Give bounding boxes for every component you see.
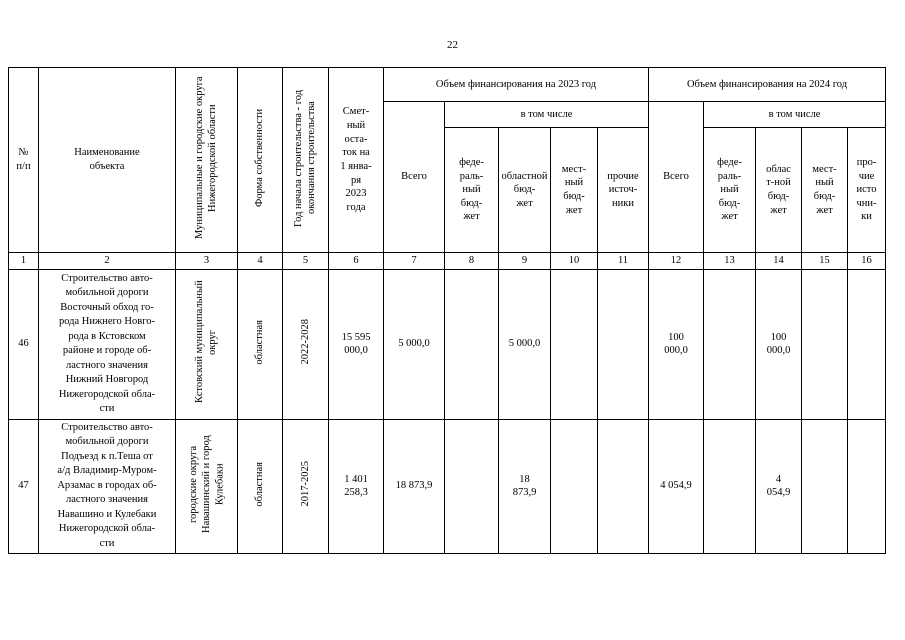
column-number-row [9, 253, 886, 270]
other-2024 [848, 269, 886, 419]
ownership-cell [238, 269, 283, 419]
municipality: Кстовский муниципальный округ [194, 280, 219, 404]
header-number: № п/п [9, 68, 39, 253]
years-cell [283, 269, 329, 419]
municipality-cell [176, 269, 238, 419]
header-including-2024: в том числе [704, 102, 886, 128]
regional-2023: 5 000,0 [499, 269, 551, 419]
object-name: Строительство авто- мобильной дороги Подъезд к п.Теша от а/д Владимир-Муром- Арзамас в городах об- ластного значения Навашино и Кулебаки Нижегородской обла- сти [39, 419, 176, 553]
federal-2024 [704, 419, 756, 553]
header-ownership-cell [238, 68, 283, 253]
local-2023 [551, 269, 598, 419]
table-row [9, 419, 886, 553]
federal-2023 [445, 269, 499, 419]
table-row [9, 269, 886, 419]
header-municipality-cell [176, 68, 238, 253]
header-regional-2024: облас т-ной бюд- жет [756, 128, 802, 253]
estimate-balance: 1 401 258,3 [329, 419, 384, 553]
column-number: 14 [756, 253, 802, 270]
total-2024: 4 054,9 [649, 419, 704, 553]
local-2023 [551, 419, 598, 553]
local-2024 [802, 419, 848, 553]
ownership: областная [254, 319, 266, 365]
construction-years: 2017-2025 [299, 461, 311, 507]
header-federal-2023: феде- раль- ный бюд- жет [445, 128, 499, 253]
regional-2024: 100 000,0 [756, 269, 802, 419]
header-federal-2024: феде- раль- ный бюд- жет [704, 128, 756, 253]
page-number: 22 [447, 39, 458, 51]
column-number: 7 [384, 253, 445, 270]
other-2024 [848, 419, 886, 553]
federal-2023 [445, 419, 499, 553]
financing-table [8, 67, 886, 554]
column-number: 1 [9, 253, 39, 270]
ownership: областная [254, 461, 266, 507]
ownership-cell [238, 419, 283, 553]
federal-2024 [704, 269, 756, 419]
object-name: Строительство авто- мобильной дороги Восточный обход го- рода Нижнего Новго- рода в Кстовском районе и городе об- ластного значения Нижний Новгород Нижегородской обла- сти [39, 269, 176, 419]
header-other-2024: про- чие исто чни- ки [848, 128, 886, 253]
header-total-2024: Всего [649, 102, 704, 253]
header-row-1 [9, 68, 886, 102]
other-2023 [598, 419, 649, 553]
total-2023: 5 000,0 [384, 269, 445, 419]
column-number: 16 [848, 253, 886, 270]
column-number: 15 [802, 253, 848, 270]
row-number: 46 [9, 269, 39, 419]
years-cell [283, 419, 329, 553]
column-number: 8 [445, 253, 499, 270]
regional-2024: 4 054,9 [756, 419, 802, 553]
column-number: 13 [704, 253, 756, 270]
header-years: Год начала строительства - год окончания строительства [293, 89, 318, 227]
header-years-cell [283, 68, 329, 253]
header-ownership: Форма собственности [254, 108, 266, 207]
header-total-2023: Всего [384, 102, 445, 253]
total-2024: 100 000,0 [649, 269, 704, 419]
column-number: 2 [39, 253, 176, 270]
regional-2023: 18 873,9 [499, 419, 551, 553]
local-2024 [802, 269, 848, 419]
column-number: 11 [598, 253, 649, 270]
header-financing-2024: Объем финансирования на 2024 год [649, 68, 886, 102]
header-estimate: Смет- ный оста- ток на 1 янва- ря 2023 года [329, 68, 384, 253]
column-number: 5 [283, 253, 329, 270]
other-2023 [598, 269, 649, 419]
column-number: 10 [551, 253, 598, 270]
column-number: 6 [329, 253, 384, 270]
column-number: 4 [238, 253, 283, 270]
row-number: 47 [9, 419, 39, 553]
header-financing-2023: Объем финансирования на 2023 год [384, 68, 649, 102]
construction-years: 2022-2028 [299, 319, 311, 365]
header-object-name: Наименование объекта [39, 68, 176, 253]
column-number: 3 [176, 253, 238, 270]
estimate-balance: 15 595 000,0 [329, 269, 384, 419]
municipality-cell [176, 419, 238, 553]
header-regional-2023: областной бюд- жет [499, 128, 551, 253]
header-local-2023: мест- ный бюд- жет [551, 128, 598, 253]
header-municipality: Муниципальные и городские округа Нижегородской области [194, 76, 219, 239]
column-number: 9 [499, 253, 551, 270]
header-local-2024: мест- ный бюд- жет [802, 128, 848, 253]
municipality: городские округа Навашинский и город Кулебаки [187, 434, 226, 533]
column-number: 12 [649, 253, 704, 270]
header-including-2023: в том числе [445, 102, 649, 128]
total-2023: 18 873,9 [384, 419, 445, 553]
header-other-2023: прочие источ- ники [598, 128, 649, 253]
